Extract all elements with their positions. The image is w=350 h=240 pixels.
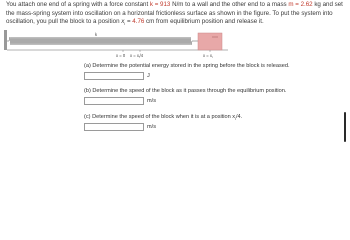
part-a-unit: J: [147, 72, 150, 79]
spring-k-label: k: [95, 32, 98, 37]
part-c-input[interactable]: [84, 123, 144, 131]
part-b-label: (b) Determine the speed of the block as it passes through the equilibrium position.: [84, 88, 287, 94]
spring-diagram: [0, 28, 350, 58]
xi-subscript: i: [124, 21, 126, 27]
scrollbar-thumb[interactable]: [344, 112, 346, 142]
problem-text-2: N/m to a wall and the other end to a mass: [170, 1, 289, 8]
block: [198, 33, 222, 50]
part-c-unit: m/s: [147, 123, 157, 130]
part-a-input[interactable]: [84, 72, 144, 80]
spring-coil: [7, 37, 198, 45]
label-xi: x = xi: [203, 53, 213, 58]
problem-text-1: You attach one end of a spring with a force constant: [6, 1, 150, 8]
label-x0: x = 0: [116, 53, 126, 58]
problem-text-4: cm from equilibrium position and release it.: [144, 18, 264, 26]
problem-statement: [6, 1, 346, 29]
part-a-label: (a) Determine the potential energy stored in the spring before the block is released.: [84, 63, 290, 69]
position-value: 4.76: [132, 18, 145, 26]
spring-mass-figure: [0, 28, 350, 58]
mass-value: m = 2.62: [288, 1, 313, 8]
part-c-answer-row: [84, 122, 156, 131]
equals-sign: =: [125, 18, 133, 26]
spring-constant-value: k = 913: [149, 1, 171, 8]
label-xi4: x = xi/4: [130, 53, 144, 58]
wall: [4, 30, 7, 50]
part-a-answer-row: [84, 71, 150, 80]
part-c-label-text: (c) Determine the speed of the block when it is at a position x: [84, 114, 236, 120]
part-c-label-tail: /4.: [235, 114, 243, 120]
part-b-unit: m/s: [147, 97, 157, 104]
problem-text-3: kg and set the mass-spring system into oscillation on a horizontal frictionless surface as shown in the figure. To put the system into oscillation, you pull the block to a position: [6, 1, 343, 26]
part-c-label-sub: i: [235, 117, 236, 122]
xi-symbol: x: [121, 18, 125, 26]
part-b-answer-row: [84, 96, 156, 105]
part-b-input[interactable]: [84, 97, 144, 105]
